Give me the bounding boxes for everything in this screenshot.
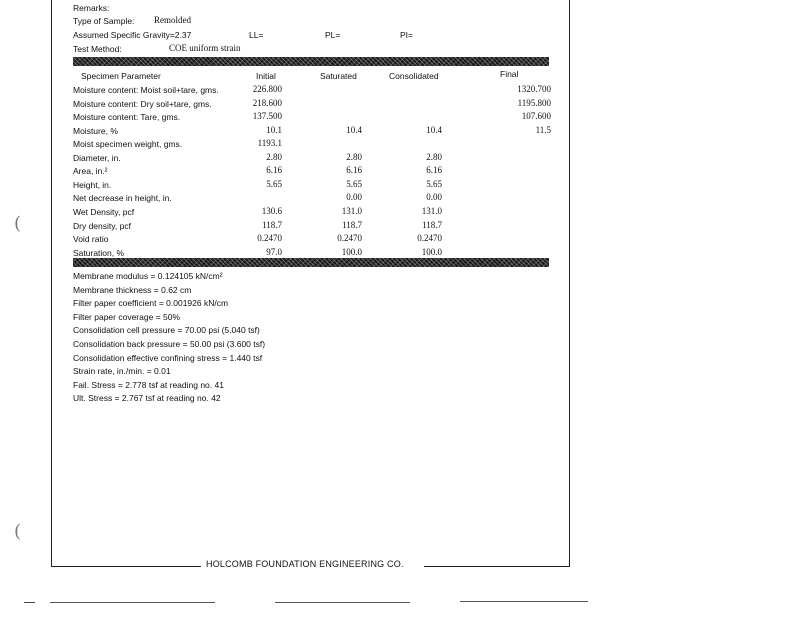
cell-final: 107.600 (521, 111, 551, 122)
binder-hole-mark-top: ( (14, 213, 22, 234)
note-line: Membrane thickness = 0.62 cm (73, 284, 192, 295)
cell-consolidated: 5.65 (426, 178, 442, 189)
cell-saturated: 118.7 (342, 219, 362, 230)
row-label: Void ratio (73, 234, 109, 245)
note-line: Fail. Stress = 2.778 tsf at reading no. 41 (73, 379, 224, 390)
cell-consolidated: 2.80 (426, 151, 442, 162)
cell-consolidated: 0.2470 (417, 233, 442, 244)
scan-mark-3 (275, 602, 410, 603)
scan-mark-4 (460, 601, 588, 602)
col-header-final: Final (500, 69, 519, 79)
cell-final: 11.5 (535, 124, 551, 135)
scan-mark-1 (24, 602, 35, 603)
row-label: Moisture content: Dry soil+tare, gms. (73, 98, 212, 109)
table-top-band (73, 57, 549, 66)
cell-saturated: 10.4 (346, 124, 362, 135)
cell-consolidated: 118.7 (422, 219, 442, 230)
cell-initial: 118.7 (262, 219, 282, 230)
col-header-saturated: Saturated (320, 71, 357, 81)
cell-initial: 130.6 (261, 205, 282, 216)
row-label: Moisture, % (73, 125, 118, 136)
note-line: Consolidation effective confining stress = 1.440 tsf (73, 352, 263, 363)
sample-type-label: Type of Sample: (73, 16, 135, 26)
scan-mark-2 (50, 602, 215, 603)
cell-saturated: 0.2470 (337, 233, 362, 244)
cell-initial: 0.2470 (257, 233, 282, 244)
cell-saturated: 6.16 (346, 165, 362, 176)
cell-consolidated: 131.0 (421, 205, 442, 216)
cell-saturated: 2.80 (346, 151, 362, 162)
cell-initial: 5.65 (266, 178, 282, 189)
note-line: Consolidation cell pressure = 70.00 psi (5.040 tsf) (73, 325, 260, 336)
plasticity-index-label: PI= (400, 30, 413, 40)
note-line: Strain rate, in./min. = 0.01 (73, 366, 171, 377)
remarks-label: Remarks: (73, 3, 110, 13)
row-label: Area, in.² (73, 166, 108, 177)
cell-saturated: 131.0 (341, 205, 362, 216)
cell-initial: 6.16 (266, 165, 282, 176)
note-line: Filter paper coverage = 50% (73, 311, 181, 322)
frame-left-line (51, 0, 52, 567)
col-header-parameter: Specimen Parameter (81, 71, 161, 81)
cell-initial: 137.500 (252, 111, 282, 122)
cell-saturated: 5.65 (346, 178, 362, 189)
cell-final: 1195.800 (517, 97, 551, 108)
liquid-limit-label: LL= (249, 30, 264, 40)
col-header-consolidated: Consolidated (389, 71, 439, 81)
row-label: Net decrease in height, in. (73, 193, 172, 204)
cell-consolidated: 6.16 (426, 165, 442, 176)
specific-gravity-label: Assumed Specific Gravity=2.37 (73, 30, 192, 40)
test-method-label: Test Method: (73, 44, 122, 54)
row-label: Moisture content: Tare, gms. (73, 112, 181, 123)
row-label: Diameter, in. (73, 152, 121, 163)
cell-consolidated: 0.00 (426, 192, 442, 203)
cell-consolidated: 10.4 (426, 124, 442, 135)
note-line: Consolidation back pressure = 50.00 psi (3.600 tsf) (73, 339, 266, 349)
plastic-limit-label: PL= (325, 30, 341, 40)
frame-bottom-line-right (424, 566, 570, 567)
table-bottom-band (73, 258, 549, 267)
row-label: Saturation, % (73, 247, 125, 258)
cell-initial: 218.600 (252, 97, 282, 108)
note-line: Filter paper coefficient = 0.001926 kN/cm (73, 298, 229, 309)
cell-initial: 1193.1 (257, 138, 282, 149)
sample-type-value: Remolded (154, 15, 191, 25)
note-line: Membrane modulus = 0.124105 kN/cm² (73, 271, 223, 281)
col-header-initial: Initial (256, 71, 276, 81)
footer-company-name: HOLCOMB FOUNDATION ENGINEERING CO. (206, 559, 404, 569)
cell-saturated: 100.0 (341, 246, 362, 257)
cell-final: 1320.700 (517, 84, 551, 94)
frame-right-line (569, 0, 570, 567)
cell-initial: 226.800 (252, 84, 282, 94)
cell-saturated: 0.00 (346, 192, 362, 203)
cell-initial: 2.80 (266, 151, 282, 162)
row-label: Height, in. (73, 179, 112, 190)
cell-initial: 97.0 (266, 246, 282, 257)
binder-hole-mark-bottom: ( (14, 521, 22, 542)
row-label: Dry density, pcf (73, 220, 131, 231)
test-method-value: COE uniform strain (169, 43, 241, 53)
note-line: Ult. Stress = 2.767 tsf at reading no. 42 (73, 393, 221, 404)
row-label: Moisture content: Moist soil+tare, gms. (73, 85, 219, 95)
row-label: Moist specimen weight, gms. (73, 139, 183, 150)
row-label: Wet Density, pcf (73, 206, 135, 217)
cell-initial: 10.1 (266, 124, 282, 135)
cell-consolidated: 100.0 (421, 246, 442, 257)
frame-bottom-line-left (51, 566, 201, 567)
